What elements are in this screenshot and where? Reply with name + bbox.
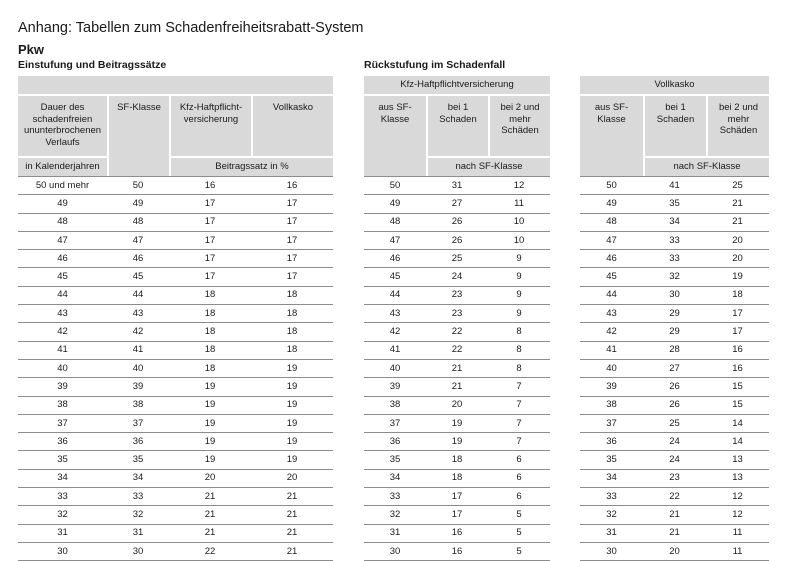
vk-group-title: Vollkasko <box>580 76 769 96</box>
table-cell: 45 <box>18 268 107 286</box>
table-row <box>364 451 550 469</box>
table-row <box>364 470 550 488</box>
table-cell: 19 <box>251 451 333 469</box>
table-cell: 19 <box>251 415 333 433</box>
table-cell: 19 <box>706 268 769 286</box>
table-cell: 18 <box>169 342 251 360</box>
table-cell: 18 <box>426 451 488 469</box>
table-row <box>364 250 550 268</box>
table-row <box>18 470 333 488</box>
table-row <box>18 176 333 195</box>
table-cell: 17 <box>169 214 251 232</box>
table-cell: 37 <box>107 415 169 433</box>
table-cell: 11 <box>706 543 769 561</box>
table-cell: 44 <box>107 287 169 305</box>
table-cell: 6 <box>488 488 550 506</box>
table-row <box>364 214 550 232</box>
table-cell: 48 <box>364 214 426 232</box>
table-cell: 36 <box>580 433 643 451</box>
table-cell: 46 <box>107 250 169 268</box>
table-row <box>364 397 550 415</box>
vk-header-bei-2-schaeden: bei 2 und mehr Schäden <box>706 96 769 158</box>
table-row <box>18 323 333 341</box>
table-cell: 17 <box>251 195 333 213</box>
table-cell: 42 <box>107 323 169 341</box>
table-row <box>18 232 333 250</box>
table-row <box>580 360 769 378</box>
table-row <box>364 305 550 323</box>
table-cell: 39 <box>18 378 107 396</box>
table-cell: 41 <box>580 342 643 360</box>
table-row <box>580 323 769 341</box>
table-cell: 40 <box>580 360 643 378</box>
table-cell: 49 <box>18 195 107 213</box>
header-dauer: Dauer des schadenfreien ununterbrochenen Verlaufs <box>18 96 107 158</box>
table-row <box>580 543 769 561</box>
table-cell: 44 <box>580 287 643 305</box>
header-beitragssatz: Beitragssatz in % <box>169 158 333 176</box>
table-cell: 19 <box>169 378 251 396</box>
table-cell: 45 <box>107 268 169 286</box>
table-cell: 20 <box>426 397 488 415</box>
header-vollkasko: Vollkasko <box>251 96 333 158</box>
table-cell: 21 <box>426 360 488 378</box>
table-cell: 33 <box>580 488 643 506</box>
table-row <box>580 451 769 469</box>
table-cell: 34 <box>364 470 426 488</box>
kfz-header-nach-sf-klasse: nach SF-Klasse <box>426 158 550 176</box>
table-cell: 16 <box>706 342 769 360</box>
header-sf-klasse: SF-Klasse <box>107 96 169 176</box>
table-row <box>364 268 550 286</box>
table-cell: 25 <box>426 250 488 268</box>
table-row <box>580 378 769 396</box>
table-cell: 18 <box>169 360 251 378</box>
right-section-title: Rückstufung im Schadenfall <box>364 59 506 71</box>
table-cell: 10 <box>488 214 550 232</box>
table-cell: 5 <box>488 506 550 524</box>
table-cell: 23 <box>426 305 488 323</box>
table-cell: 47 <box>364 232 426 250</box>
table-cell: 46 <box>18 250 107 268</box>
table-row <box>580 342 769 360</box>
table-cell: 32 <box>580 506 643 524</box>
table-row <box>364 525 550 543</box>
table-cell: 30 <box>580 543 643 561</box>
table-cell: 19 <box>251 378 333 396</box>
table-cell: 49 <box>580 195 643 213</box>
table-cell: 19 <box>169 397 251 415</box>
table-cell: 19 <box>169 415 251 433</box>
table-cell: 17 <box>706 323 769 341</box>
table-cell: 27 <box>426 195 488 213</box>
table-cell: 50 <box>580 176 643 195</box>
table-cell: 17 <box>169 250 251 268</box>
table-cell: 50 <box>107 176 169 195</box>
table-cell: 5 <box>488 525 550 543</box>
header-in-kalenderjahren: in Kalenderjahren <box>18 158 107 176</box>
table-cell: 19 <box>251 397 333 415</box>
table-row <box>364 360 550 378</box>
table-cell: 34 <box>107 470 169 488</box>
table-cell: 30 <box>18 543 107 561</box>
table-row <box>580 268 769 286</box>
table-row <box>580 525 769 543</box>
table-cell: 31 <box>580 525 643 543</box>
table-row <box>364 287 550 305</box>
table-cell: 30 <box>364 543 426 561</box>
table-row <box>18 305 333 323</box>
kfz-header-bei-2-schaeden: bei 2 und mehr Schäden <box>488 96 550 158</box>
table-cell: 42 <box>18 323 107 341</box>
left-section-title: Einstufung und Beitragssätze <box>18 59 167 71</box>
table-row <box>18 397 333 415</box>
table-cell: 32 <box>364 506 426 524</box>
vehicle-type-heading: Pkw <box>18 42 45 57</box>
table-cell: 14 <box>706 433 769 451</box>
table-cell: 22 <box>426 342 488 360</box>
table-cell: 18 <box>169 305 251 323</box>
table-cell: 32 <box>18 506 107 524</box>
table-cell: 21 <box>251 543 333 561</box>
einstufung-table <box>18 76 333 561</box>
table-cell: 35 <box>364 451 426 469</box>
table-cell: 18 <box>251 342 333 360</box>
table-row <box>580 250 769 268</box>
table-cell: 7 <box>488 378 550 396</box>
table-cell: 16 <box>426 543 488 561</box>
table-cell: 9 <box>488 268 550 286</box>
table-cell: 22 <box>169 543 251 561</box>
table-cell: 26 <box>426 232 488 250</box>
table-cell: 18 <box>426 470 488 488</box>
table-cell: 17 <box>251 268 333 286</box>
table-row <box>18 525 333 543</box>
table-cell: 20 <box>706 250 769 268</box>
table-cell: 34 <box>18 470 107 488</box>
table-row <box>580 433 769 451</box>
table-cell: 17 <box>169 268 251 286</box>
table-cell: 17 <box>169 232 251 250</box>
table-cell: 43 <box>364 305 426 323</box>
table-cell: 6 <box>488 470 550 488</box>
table-cell: 50 <box>364 176 426 195</box>
table-cell: 49 <box>364 195 426 213</box>
table-cell: 7 <box>488 433 550 451</box>
einstufung-rows <box>18 176 333 561</box>
table-row <box>18 214 333 232</box>
table-cell: 19 <box>251 433 333 451</box>
table-cell: 14 <box>706 415 769 433</box>
table-cell: 24 <box>643 451 706 469</box>
table-cell: 17 <box>251 250 333 268</box>
table-cell: 21 <box>169 506 251 524</box>
table-cell: 27 <box>643 360 706 378</box>
table-cell: 33 <box>643 232 706 250</box>
table-cell: 24 <box>643 433 706 451</box>
table-cell: 16 <box>426 525 488 543</box>
table-cell: 38 <box>364 397 426 415</box>
table-row <box>364 176 550 195</box>
table-cell: 15 <box>706 397 769 415</box>
table-cell: 39 <box>107 378 169 396</box>
table-row <box>18 378 333 396</box>
table-cell: 44 <box>364 287 426 305</box>
table-cell: 19 <box>251 360 333 378</box>
table-cell: 23 <box>426 287 488 305</box>
table-cell: 13 <box>706 451 769 469</box>
table-cell: 41 <box>107 342 169 360</box>
table-cell: 36 <box>18 433 107 451</box>
table-cell: 42 <box>580 323 643 341</box>
table-cell: 42 <box>364 323 426 341</box>
table-cell: 13 <box>706 470 769 488</box>
table-row <box>580 397 769 415</box>
table-cell: 40 <box>107 360 169 378</box>
table-row <box>580 470 769 488</box>
table-cell: 33 <box>107 488 169 506</box>
table-cell: 40 <box>18 360 107 378</box>
table-cell: 9 <box>488 287 550 305</box>
table-cell: 37 <box>580 415 643 433</box>
table-cell: 18 <box>251 287 333 305</box>
table-row <box>18 342 333 360</box>
table-row <box>580 506 769 524</box>
table-row <box>580 305 769 323</box>
table-cell: 21 <box>169 488 251 506</box>
table-cell: 46 <box>364 250 426 268</box>
table-cell: 21 <box>251 506 333 524</box>
table-cell: 18 <box>169 287 251 305</box>
rueckstufung-vk-rows <box>580 176 769 561</box>
table-cell: 9 <box>488 250 550 268</box>
table-row <box>580 488 769 506</box>
kfz-group-title: Kfz-Haftpflichtversicherung <box>364 76 550 96</box>
table-row <box>580 232 769 250</box>
table-cell: 35 <box>580 451 643 469</box>
table-cell: 8 <box>488 323 550 341</box>
table-row <box>580 214 769 232</box>
table-cell: 21 <box>706 214 769 232</box>
table-cell: 39 <box>580 378 643 396</box>
table-cell: 21 <box>706 195 769 213</box>
table-cell: 38 <box>18 397 107 415</box>
table-cell: 49 <box>107 195 169 213</box>
table-cell: 6 <box>488 451 550 469</box>
table-cell: 19 <box>169 433 251 451</box>
table-cell: 32 <box>643 268 706 286</box>
vk-header-aus-sf-klasse: aus SF-Klasse <box>580 96 643 176</box>
table-row <box>364 232 550 250</box>
table-row <box>580 195 769 213</box>
table-cell: 17 <box>251 232 333 250</box>
table-row <box>364 543 550 561</box>
table-row <box>18 287 333 305</box>
table-cell: 47 <box>580 232 643 250</box>
table-cell: 15 <box>706 378 769 396</box>
table-cell: 44 <box>18 287 107 305</box>
table-cell: 35 <box>643 195 706 213</box>
table-cell: 19 <box>169 451 251 469</box>
rueckstufung-vk-table <box>580 76 769 561</box>
table-cell: 50 und mehr <box>18 176 107 195</box>
table-cell: 38 <box>107 397 169 415</box>
table-cell: 8 <box>488 360 550 378</box>
vk-header-nach-sf-klasse: nach SF-Klasse <box>643 158 769 176</box>
table-row <box>364 488 550 506</box>
table-cell: 17 <box>426 488 488 506</box>
table-row <box>364 378 550 396</box>
table-cell: 21 <box>251 525 333 543</box>
table-cell: 24 <box>426 268 488 286</box>
kfz-header-bei-1-schaden: bei 1 Schaden <box>426 96 488 158</box>
table-cell: 45 <box>580 268 643 286</box>
table-cell: 9 <box>488 305 550 323</box>
table-cell: 12 <box>488 176 550 195</box>
table-cell: 48 <box>580 214 643 232</box>
table-cell: 36 <box>364 433 426 451</box>
rueckstufung-kfz-table <box>364 76 550 561</box>
table-cell: 18 <box>251 305 333 323</box>
table-cell: 20 <box>251 470 333 488</box>
table-row <box>18 360 333 378</box>
table-cell: 31 <box>107 525 169 543</box>
table-cell: 25 <box>643 415 706 433</box>
table-cell: 33 <box>18 488 107 506</box>
table-cell: 46 <box>580 250 643 268</box>
table-row <box>364 506 550 524</box>
table-cell: 43 <box>580 305 643 323</box>
table-cell: 7 <box>488 397 550 415</box>
table-row <box>364 195 550 213</box>
table-cell: 48 <box>18 214 107 232</box>
table-row <box>364 415 550 433</box>
table-cell: 16 <box>169 176 251 195</box>
table-row <box>18 268 333 286</box>
table-cell: 21 <box>643 506 706 524</box>
table-cell: 37 <box>364 415 426 433</box>
table-cell: 26 <box>426 214 488 232</box>
table-cell: 34 <box>643 214 706 232</box>
table-row <box>18 415 333 433</box>
table-cell: 33 <box>364 488 426 506</box>
table-cell: 8 <box>488 342 550 360</box>
table-row <box>580 415 769 433</box>
table-cell: 28 <box>643 342 706 360</box>
vk-header-bei-1-schaden: bei 1 Schaden <box>643 96 706 158</box>
table-cell: 17 <box>169 195 251 213</box>
table-cell: 16 <box>251 176 333 195</box>
table-row <box>18 195 333 213</box>
table-cell: 43 <box>107 305 169 323</box>
table-cell: 10 <box>488 232 550 250</box>
table-cell: 26 <box>643 397 706 415</box>
table-cell: 18 <box>251 323 333 341</box>
table-cell: 5 <box>488 543 550 561</box>
table-row <box>580 287 769 305</box>
table-cell: 43 <box>18 305 107 323</box>
table-cell: 47 <box>18 232 107 250</box>
table-cell: 45 <box>364 268 426 286</box>
table-cell: 25 <box>706 176 769 195</box>
table-row <box>364 433 550 451</box>
table-cell: 19 <box>426 433 488 451</box>
table-cell: 32 <box>107 506 169 524</box>
table-cell: 18 <box>706 287 769 305</box>
table-row <box>18 506 333 524</box>
table-cell: 26 <box>643 378 706 396</box>
table-cell: 17 <box>706 305 769 323</box>
table-cell: 21 <box>251 488 333 506</box>
table-cell: 12 <box>706 506 769 524</box>
table-cell: 11 <box>488 195 550 213</box>
table-cell: 30 <box>643 287 706 305</box>
header-kfz-haftpflicht: Kfz-Haftpflicht-versicherung <box>169 96 251 158</box>
table-cell: 20 <box>706 232 769 250</box>
table-row <box>364 342 550 360</box>
table-row <box>18 250 333 268</box>
table-cell: 17 <box>251 214 333 232</box>
table-row <box>18 433 333 451</box>
table-cell: 30 <box>107 543 169 561</box>
table-cell: 31 <box>426 176 488 195</box>
table-row <box>18 451 333 469</box>
table-cell: 37 <box>18 415 107 433</box>
table-cell: 36 <box>107 433 169 451</box>
table-cell: 11 <box>706 525 769 543</box>
table-cell: 18 <box>169 323 251 341</box>
table-cell: 19 <box>426 415 488 433</box>
rueckstufung-kfz-rows <box>364 176 550 561</box>
table-cell: 38 <box>580 397 643 415</box>
table-cell: 40 <box>364 360 426 378</box>
table-cell: 34 <box>580 470 643 488</box>
table-cell: 20 <box>169 470 251 488</box>
table-row <box>18 543 333 561</box>
table-cell: 23 <box>643 470 706 488</box>
table-cell: 21 <box>426 378 488 396</box>
table-cell: 39 <box>364 378 426 396</box>
table-cell: 48 <box>107 214 169 232</box>
table-row <box>18 488 333 506</box>
table-cell: 22 <box>426 323 488 341</box>
table-cell: 41 <box>18 342 107 360</box>
table-cell: 35 <box>18 451 107 469</box>
table-cell: 35 <box>107 451 169 469</box>
table-row <box>364 323 550 341</box>
kfz-header-aus-sf-klasse: aus SF-Klasse <box>364 96 426 176</box>
table-cell: 21 <box>643 525 706 543</box>
table-cell: 29 <box>643 305 706 323</box>
table-cell: 20 <box>643 543 706 561</box>
table-cell: 22 <box>643 488 706 506</box>
table-cell: 7 <box>488 415 550 433</box>
table-cell: 47 <box>107 232 169 250</box>
table-row <box>580 176 769 195</box>
table-cell: 12 <box>706 488 769 506</box>
table-cell: 41 <box>643 176 706 195</box>
table-cell: 31 <box>18 525 107 543</box>
table-cell: 17 <box>426 506 488 524</box>
table-cell: 31 <box>364 525 426 543</box>
table-cell: 16 <box>706 360 769 378</box>
table-cell: 21 <box>169 525 251 543</box>
page-title: Anhang: Tabellen zum Schadenfreiheitsrabatt-System <box>18 20 364 36</box>
table-cell: 33 <box>643 250 706 268</box>
table-cell: 41 <box>364 342 426 360</box>
table-cell: 29 <box>643 323 706 341</box>
